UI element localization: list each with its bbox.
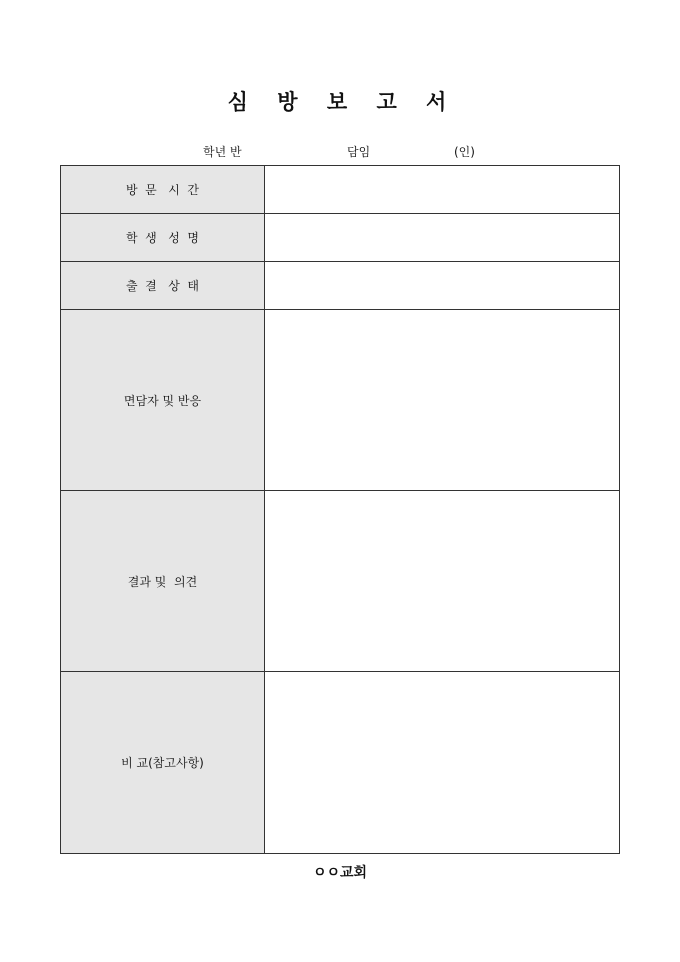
- document-title: 심 방 보 고 서: [227, 89, 453, 114]
- student-name-field[interactable]: [265, 214, 620, 262]
- table-row: [61, 672, 620, 854]
- visit-time-field[interactable]: [265, 166, 620, 214]
- remarks-label: 비 교(참고사항): [61, 672, 265, 854]
- table-row: [61, 262, 620, 310]
- table-row: [61, 166, 620, 214]
- church-name-footer: ㅇㅇ교회: [312, 865, 368, 881]
- seal-label: (인): [454, 145, 475, 159]
- table-row: [61, 214, 620, 262]
- grade-class-label: 학년 반: [203, 145, 242, 159]
- interviewee-reaction-field[interactable]: [265, 310, 620, 491]
- remarks-field[interactable]: [265, 672, 620, 854]
- result-opinion-field[interactable]: [265, 491, 620, 672]
- interviewee-reaction-label: 면담자 및 반응: [61, 310, 265, 491]
- homeroom-teacher-label: 담임: [347, 145, 371, 159]
- report-table: [60, 165, 620, 854]
- table-row: [61, 491, 620, 672]
- visit-time-label: 방 문 시 간: [61, 166, 265, 214]
- table-row: [61, 310, 620, 491]
- student-name-label: 학 생 성 명: [61, 214, 265, 262]
- attendance-status-label: 출 결 상 태: [61, 262, 265, 310]
- result-opinion-label: 결과 및 의견: [61, 491, 265, 672]
- attendance-status-field[interactable]: [265, 262, 620, 310]
